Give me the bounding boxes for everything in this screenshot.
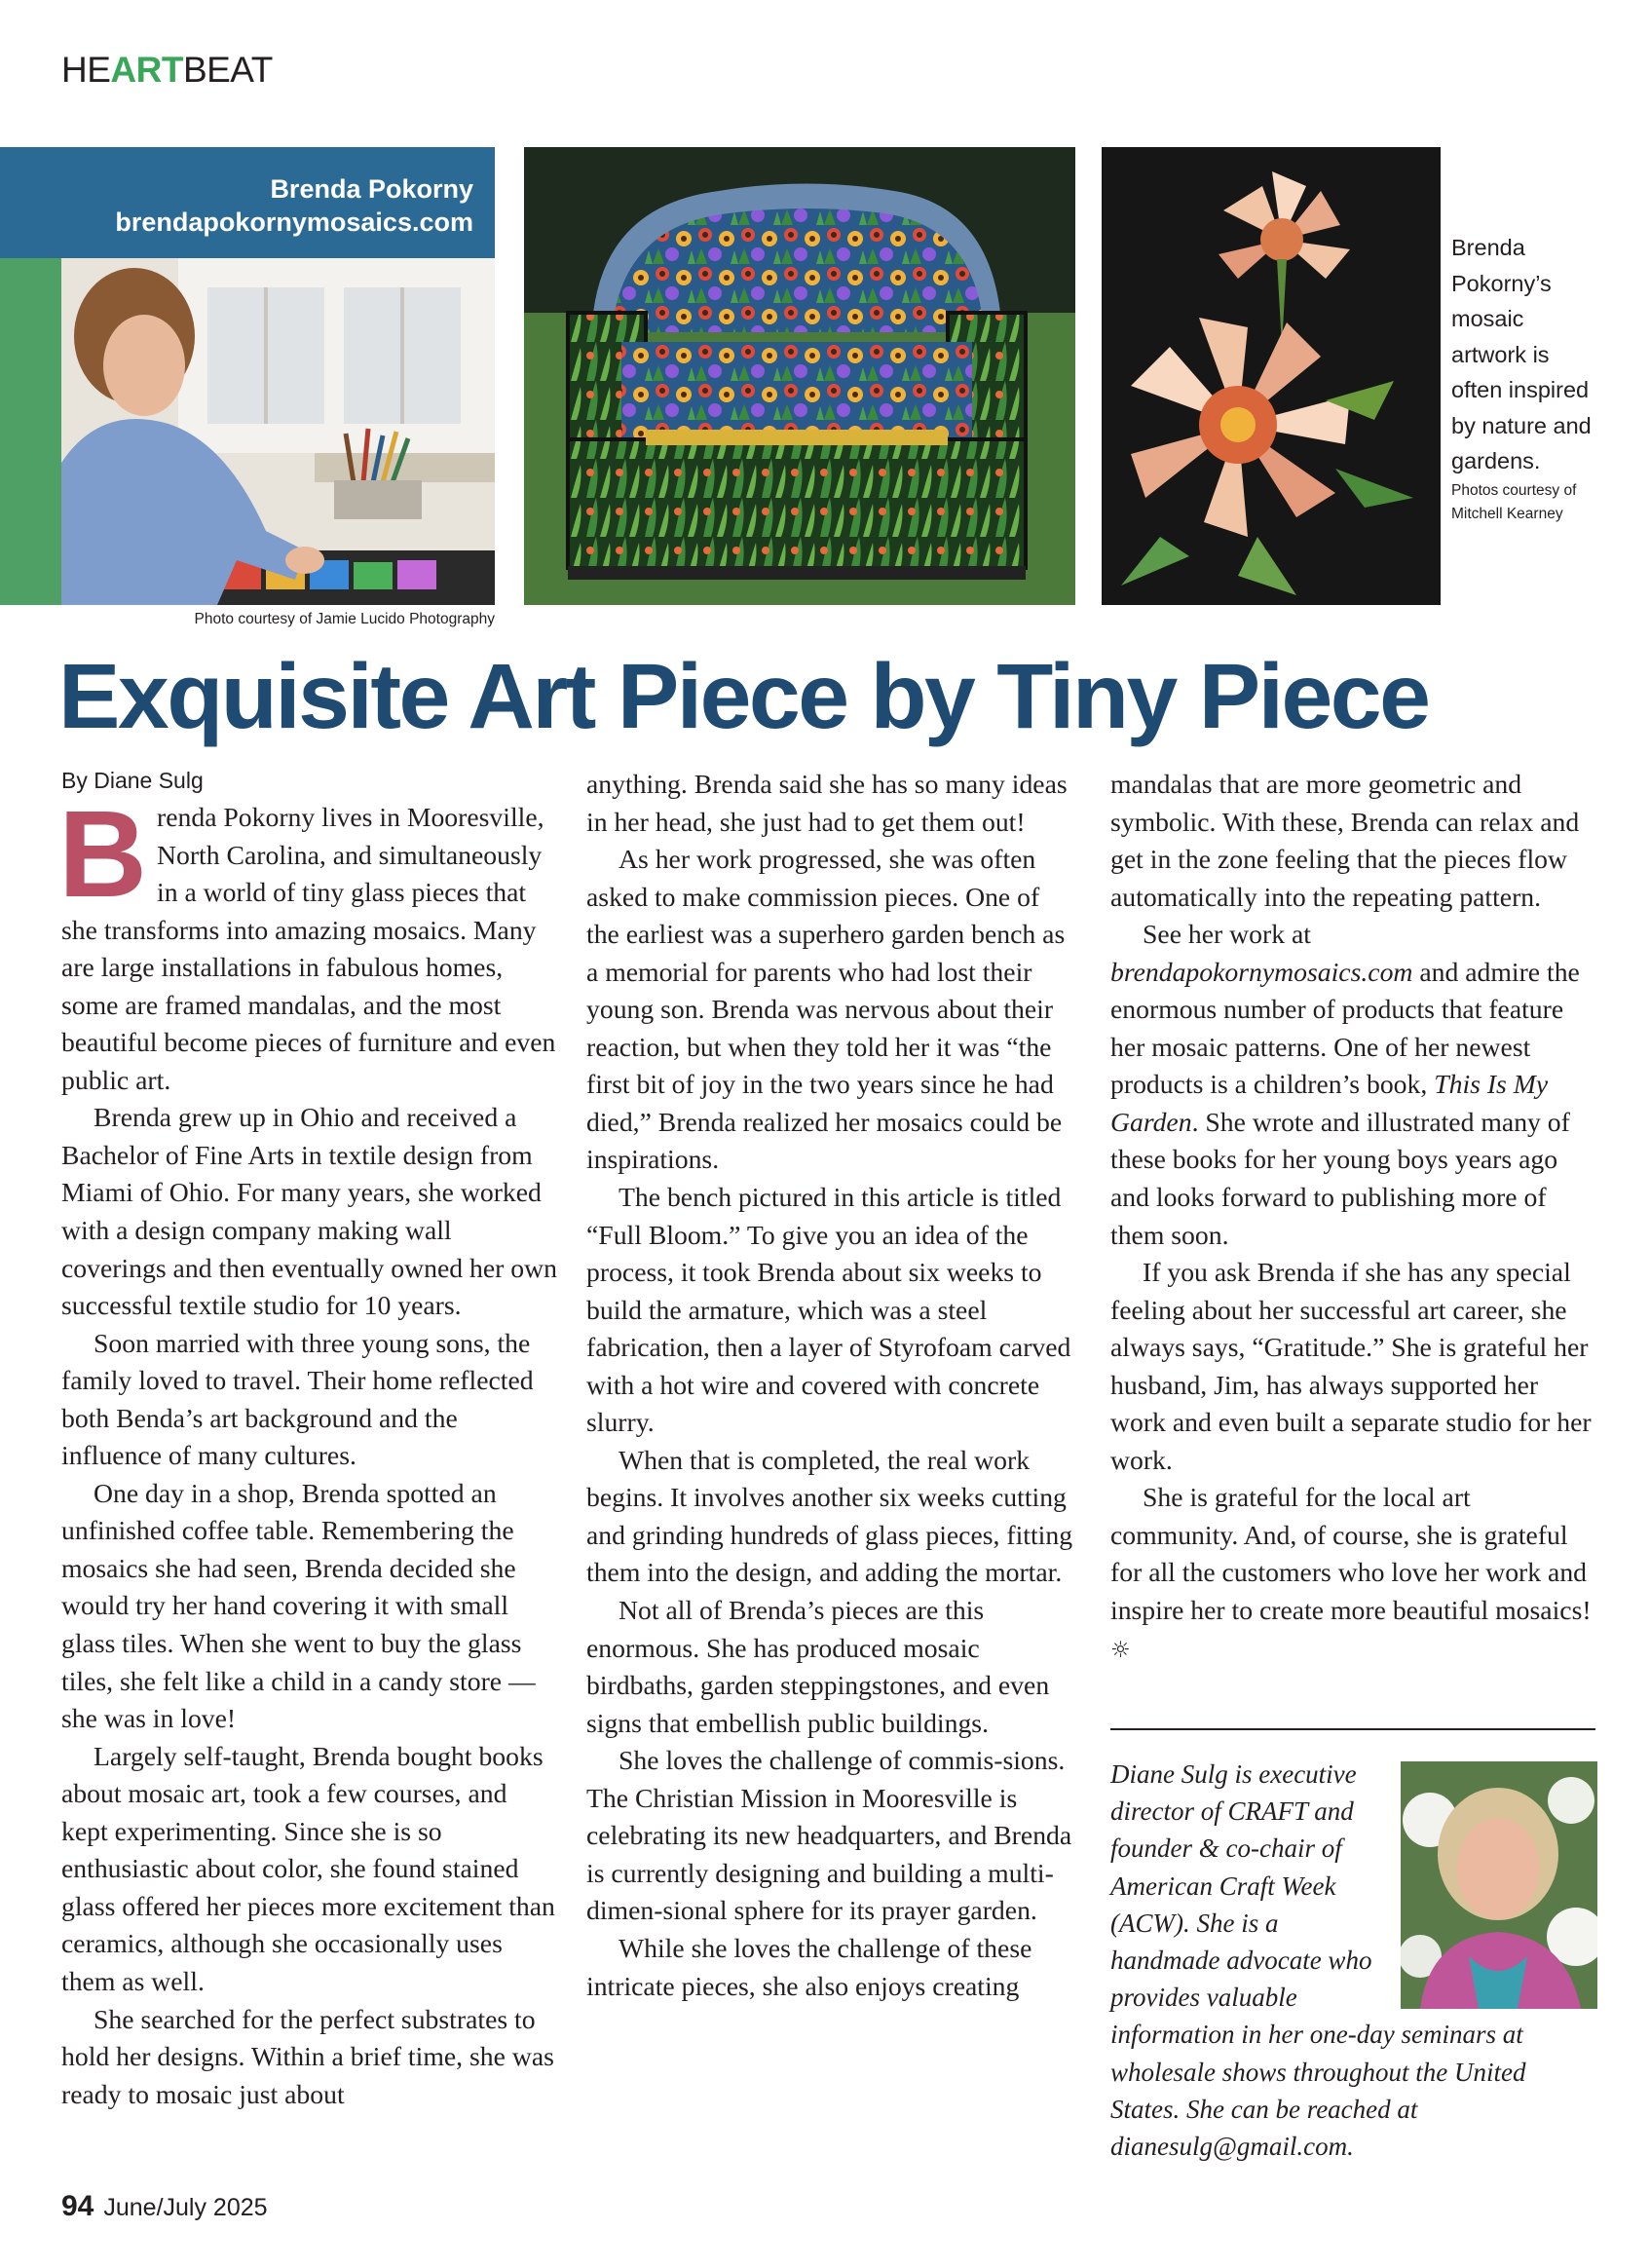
- article-column-3: [1110, 766, 1599, 1669]
- article-paragraph: [1110, 1479, 1599, 1669]
- artist-name: Brenda Pokorny: [270, 174, 473, 204]
- article-paragraph: Brenda grew up in Ohio and received a Bachelor of Fine Arts in textile design from Miami of Ohio. For many years, she worked with a design company making wall coverings and then eventually owned her own successful textile studio for 10 years.: [61, 1102, 557, 1321]
- accent-bar: [0, 258, 61, 605]
- author-bio: [1110, 1756, 1597, 2165]
- article-paragraph: The bench pictured in this article is titled “Full Bloom.” To give you an idea of the process, it took Brenda about six weeks to build the armature, which was a steel fabrication, then a layer of Styrofoam carved with a hot wire and covered with concrete slurry.: [586, 1182, 1071, 1438]
- article-paragraph: [58, 785, 560, 1099]
- artist-portrait-photo: [61, 258, 495, 605]
- article-paragraph: Soon married with three young sons, the family loved to travel. Their home reflected both Benda’s art background and the influence of many cultures.: [61, 1327, 534, 1471]
- article-paragraph: Not all of Brenda’s pieces are this enormous. She has produced mosaic birdbaths, garden steppingstones, and even signs that embellish public buildings.: [586, 1595, 1050, 1738]
- paragraph-text: See her work at: [1143, 919, 1311, 950]
- page-number: 94: [61, 2190, 94, 2222]
- article-paragraph: If you ask Brenda if she has any special feeling about her successful art career, she always says, “Gratitude.” She is grateful her husband, Jim, has always supported her work and even built a separate studio for her work.: [1110, 1257, 1592, 1475]
- flower-mosaic-photo: [1102, 147, 1441, 605]
- article-paragraph: She loves the challenge of commis-sions. The Christian Mission in Mooresville is celebrating its new headquarters, and Brenda is currently designing and building a multi-dimen-sional sphere for its prayer garden.: [586, 1745, 1072, 1926]
- article-title: Exquisite Art Piece by Tiny Piece: [58, 645, 1429, 748]
- article-paragraph: [1110, 916, 1599, 1254]
- drop-cap: B: [58, 785, 147, 923]
- portrait-photo-credit: Photo courtesy of Jamie Lucido Photography: [194, 611, 495, 627]
- mosaic-bench-photo: [524, 147, 1075, 605]
- photo-caption: [1451, 230, 1597, 526]
- book-title: This Is My Garden: [1110, 1069, 1549, 1137]
- author-bio-text: Diane Sulg is executive director of CRAFT and founder & co-chair of American Craft Week (ACW). She is a handmade advocate who provides valuable information in her one-day seminars at wholesale shows throughout the United States. She can be reached at dianesulg@gmail.com.: [1110, 1759, 1526, 2162]
- photo-caption-text: Brenda Pokorny’s mosaic artwork is often inspired by nature and gardens.: [1451, 235, 1592, 473]
- website-link[interactable]: brendapokornymosaics.com: [1110, 956, 1413, 987]
- paragraph-text: . She wrote and illustrated many of these books for her young boys years ago and looks forward to publishing more of them soon.: [1110, 1106, 1570, 1250]
- paragraph-text: and admire the enormous number of products that feature her mosaic patterns. One of her newest products is a children’s book,: [1110, 956, 1580, 1100]
- section-logo-post: BEAT: [182, 50, 273, 90]
- sun-icon: ☼: [1110, 1637, 1131, 1663]
- section-logo-pre: HE: [61, 50, 111, 90]
- issue-date: June/July 2025: [103, 2194, 268, 2221]
- artist-website[interactable]: brendapokornymosaics.com: [115, 208, 473, 237]
- article-paragraph: When that is completed, the real work begins. It involves another six weeks cutting and grinding hundreds of glass pieces, fitting them into the design, and adding the mortar.: [586, 1444, 1073, 1588]
- article-column-2: [586, 766, 1076, 2005]
- paragraph-text: renda Pokorny lives in Mooresville, North Carolina, and simultaneously in a world of tiny glass pieces that she transforms into amazing mosaics. Many are large installations in fabulous homes, some are framed mandalas, and the most beautiful become pieces of furniture and even public art.: [61, 802, 556, 1095]
- section-logo: [61, 52, 273, 88]
- bio-divider: [1110, 1728, 1595, 1730]
- article-paragraph: As her work progressed, she was often asked to make commission pieces. One of the earliest was a superhero garden bench as a memorial for parents who had lost their young son. Brenda was nervous about their reaction, but when they told her it was “the first bit of joy in the two years since he had died,” Brenda realized her mosaics could be inspirations.: [586, 844, 1066, 1175]
- article-paragraph: anything. Brenda said she has so many ideas in her head, she just had to get them out!: [586, 769, 1068, 837]
- section-logo-accent: ART: [110, 50, 183, 90]
- photo-caption-credit: Photos courtesy of Mitchell Kearney: [1451, 481, 1577, 522]
- artist-info-box: [0, 147, 495, 258]
- paragraph-text: She is grateful for the local art community. And, of course, she is grateful for all the customers who love her work and inspire her to create more beautiful mosaics!: [1110, 1482, 1592, 1626]
- article-byline: By Diane Sulg: [61, 768, 204, 793]
- article-paragraph: One day in a shop, Brenda spotted an unfinished coffee table. Remembering the mosaics she had seen, Brenda decided she would try her hand covering it with small glass tiles. When she went to buy the glass tiles, she felt like a child in a candy store — she was in love!: [61, 1477, 536, 1734]
- article-paragraph: She searched for the perfect substrates to hold her designs. Within a brief time, she was ready to mosaic just about: [61, 2003, 554, 2109]
- article-paragraph: While she loves the challenge of these intricate pieces, she also enjoys creating: [586, 1932, 1032, 2001]
- article-column-1: [58, 785, 560, 2113]
- page-footer: [61, 2191, 268, 2223]
- author-photo: [1401, 1761, 1597, 2009]
- article-paragraph: Largely self-taught, Brenda bought books about mosaic art, took a few courses, and kept experimenting. Since she is so enthusiastic about color, she found stained glass offered her pieces more excitement than ceramics, although she occasionally uses them as well.: [61, 1740, 555, 1996]
- article-paragraph: mandalas that are more geometric and symbolic. With these, Brenda can relax and get in the zone feeling that the pieces flow automatically into the repeating pattern.: [1110, 769, 1580, 912]
